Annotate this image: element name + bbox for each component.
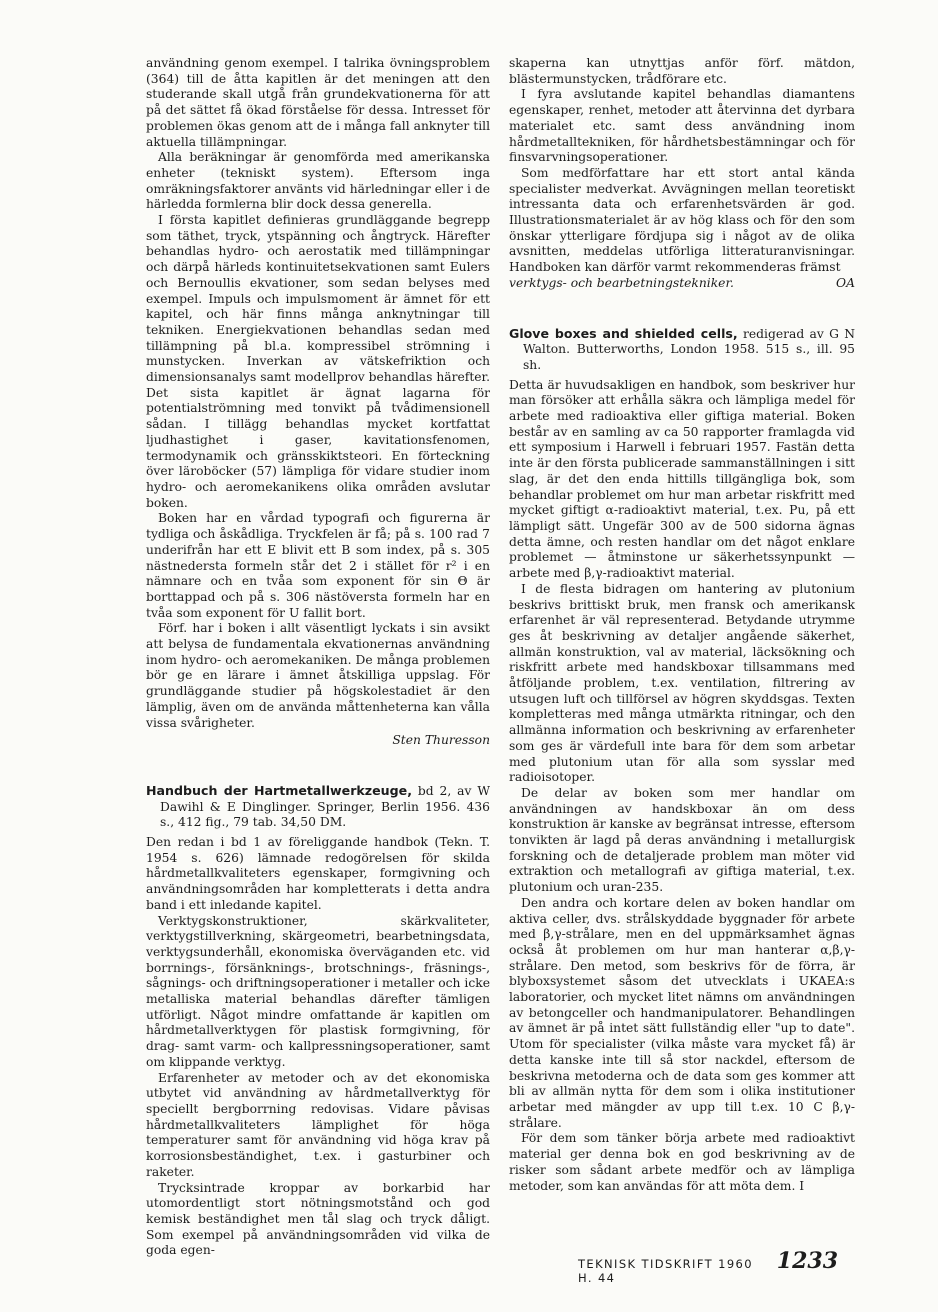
body-paragraph: Som medförfattare har ett stort antal kända specialister medverkat. Avvägningen mellan teoretiskt intressanta data och erfarenhetsvärden är god. Illustrationsmaterialet är av hög klass och för den som önskar ytterligare fördjupa sig i något av de olika avsnitten, meddelas utförliga litteraturanvisningar. Handboken kan därför varmt rekommenderas främst — [509, 165, 855, 275]
body-paragraph: Detta är huvudsakligen en handbok, som beskriver hur man försöker att erhålla säkra och lämpliga medel för arbete med radioaktiva eller giftiga material. Boken består av en samling av ca 50 rapporter framlagda vid ett symposium i Harwell i februari 1957. Fastän detta inte är den första publicerade sammanställningen i sitt slag, är det den enda hittills tillgängliga bok, som behandlar problemet om hur man arbetar riskfritt med mycket giftigt α-radioaktivt material, t.ex. Pu, på ett lämpligt sätt. Ungefär 300 av de 500 sidorna ägnas detta ämne, och resten handlar om det något enklare problemet — åtminstone ur säkerhetssynpunkt — arbete med β,γ-radioaktivt material. — [509, 377, 855, 581]
review-title: Handbuch der Hartmetallwerkzeuge, — [146, 782, 412, 798]
reviewer-signature: Sten Thuresson — [392, 733, 490, 748]
body-paragraph: De delar av boken som mer handlar om användningen av handskboxar än om dess konstruktion är kanske av begränsat intresse, eftersom tonvikten är lagd på deras användning i metallurgisk forskning och de detaljerade problem man möter vid extraktion och metallografi av giftiga material, t.ex. plutonium och uran-235. — [509, 785, 855, 895]
page-footer — [578, 1248, 838, 1285]
body-paragraph: Trycksintrade kroppar av borkarbid har utomordentligt stort nötningsmotstånd och god kemisk beständighet men tål slag och tryck dåligt. Som exempel på användningsområden vid vilka de goda egen- — [146, 1180, 490, 1258]
closing-line-with-signature — [509, 276, 855, 292]
body-paragraph: skaperna kan utnyttjas anför förf. mätdon, blästermunstycken, trådförare etc. — [509, 56, 855, 86]
body-paragraph: I de flesta bidragen om hantering av plutonium beskrivs brittiskt bruk, men fransk och amerikansk erfarenhet är väl representerad. Betydande utrymme ges åt beskrivning av detaljer angående säkerhet, allmän konstruktion, val av material, läcksökning och riskfritt arbete med handskboxar tillsammans med åtföljande problem, t.ex. ventilation, filtrering av utsugen luft och tillförsel av högren skyddsgas. Texten kompletteras med många utmärkta ritningar, och den allmänna information och beskrivning av erfarenheter som ges är värdefull inte bara för dem som arbetar med plutonium utan för alla som sysslar med radioisotoper. — [509, 581, 855, 785]
left-column — [146, 56, 490, 1259]
review-bibliographic-details: redigerad av G N Walton. Butterworths, London 1958. 515 s., ill. 95 sh. — [523, 326, 856, 372]
body-paragraph: Verktygskonstruktioner, skärkvaliteter, verktygstillverkning, skärgeometri, bearbetningsdata, verktygsunderhåll, ekonomiska överväganden etc. vid borrnings-, försänknings-, brotschnings-, fräsnings-, sågnings- och driftningsoperationer i metaller och icke metalliska material behandlas därefter tämligen utförligt. Något mindre omfattande är kapitlen om hårdmetallverktygen för plastisk formgivning, för drag- samt varm- och kallpressningsoperationer, samt om klippande verktyg. — [146, 913, 490, 1069]
review-bibliographic-details: bd 2, av W Dawihl & E Dinglinger. Springer, Berlin 1956. 436 s., 412 fig., 79 tab. 34,50 DM. — [160, 783, 490, 830]
review-heading — [509, 326, 855, 374]
body-paragraph: Den andra och kortare delen av boken handlar om aktiva celler, dvs. strålskyddade byggnader för arbete med β,γ-strålare, men en del uppmärksamhet ägnas också åt problemen om hur man hanterar α,β,γ-strålare. Den metod, som beskrivs för de förra, är blyboxsystemet såsom det utvecklats i UKAEA:s laboratorier, och mycket litet nämns om användningen av betongceller och handmanipulatorer. Behandlingen av ämnet är på intet sätt fullständig eller "up to date". Utom för specialister (vilka måste vara mycket få) är detta kanske inte till så stor nackdel, eftersom de beskrivna metoderna och de data som ges kommer att bli av allmän nytta för dem som i olika institutioner arbetar med mängder av upp till t.ex. 10 C β,γ-strålare. — [509, 895, 855, 1130]
body-paragraph: I första kapitlet definieras grundläggande begrepp som täthet, tryck, ytspänning och ångtryck. Härefter behandlas hydro- och aerostatik med tillämpningar och därpå härleds kontinuitetsekvationen samt Eulers och Bernoullis ekvationer, som sedan belyses med exempel. Impuls och impulsmoment är ämnet för ett kapitel, och här finns många anknytningar till tekniken. Energiekvationen behandlas sedan med tillämpning på bl.a. kompressibel strömning i munstycken. Inverkan av vätskefriktion och dimensionsanalys samt modellprov behandlas härefter. Det sista kapitlet är ägnat lagarna för potentialströmning med tonvikt på tvådimensionell sådan. I tillägg behandlas mycket kortfattat ljudhastighet i gaser, kavitationsfenomen, termodynamik och gränsskiktsteori. En förteckning över läroböcker (57) lämpliga för vidare studier inom hydro- och aeromekanikens olika områden avslutar boken. — [146, 213, 490, 510]
body-paragraph: Den redan i bd 1 av föreliggande handbok (Tekn. T. 1954 s. 626) lämnade redogörelsen för skilda hårdmetallkvaliteters egenskaper, formgivning och användningsområden har kompletterats i detta andra band i ett inledande kapitel. — [146, 835, 490, 912]
journal-issue: TEKNISK TIDSKRIFT 1960 H. 44 — [578, 1257, 753, 1285]
page-number: 1233 — [776, 1248, 838, 1274]
review-heading — [146, 783, 490, 831]
review-hartmetallwerkzeuge — [146, 783, 490, 1259]
body-paragraph: I fyra avslutande kapitel behandlas diamantens egenskaper, renhet, metoder att återvinna det dyrbara materialet etc. samt dess användning inom hårdmetalltekniken, för hårdhetsbestämningar och för finsvarvningsoperationer. — [509, 87, 855, 165]
reviewer-initials: OA — [836, 275, 855, 290]
body-paragraph: Boken har en vårdad typografi och figurerna är tydliga och åskådliga. Tryckfelen är få; på s. 100 rad 7 underifrån har ett E blivit ett B som index, på s. 305 nästnedersta formeln står det 2 i stället för r² i en nämnare och en tvåa som exponent för sin Θ är borttappad och på s. 306 nästöversta formeln har en tvåa som exponent för U fallit bort. — [146, 511, 490, 620]
right-column — [509, 56, 855, 1194]
body-paragraph: För dem som tänker börja arbete med radioaktivt material ger denna bok en god beskrivning av de risker som sådant arbete medför och av lämpliga metoder, som kan användas för att möta dem. I — [509, 1131, 855, 1193]
body-paragraph: Erfarenheter av metoder och av det ekonomiska utbytet vid användning av hårdmetallverktyg för speciellt bergborrning redovisas. Vidare påvisas hårdmetallkvaliteters lämplighet för höga temperaturer samt för användning vid höga krav på korrosionsbeständighet, t.ex. i gasturbiner och raketer. — [146, 1070, 490, 1179]
body-paragraph: användning genom exempel. I talrika övningsproblem (364) till de åtta kapitlen är det meningen att den studerande skall utgå från grundekvationerna för att på det sättet få ökad förståelse för dessa. Intresset för problemen ökas genom att de i många fall anknyter till aktuella tillämpningar. — [146, 56, 490, 149]
review-glove-boxes — [509, 326, 855, 1195]
closing-last-line: verktygs- och bearbetningstekniker. — [509, 275, 734, 290]
body-paragraph: Alla beräkningar är genomförda med amerikanska enheter (tekniskt system). Eftersom inga omräkningsfaktorer använts vid härledningar eller i de härledda formlerna blir dock dessa generella. — [146, 150, 490, 212]
review-title: Glove boxes and shielded cells, — [509, 325, 738, 341]
body-paragraph: Förf. har i boken i allt väsentligt lyckats i sin avsikt att belysa de fundamentala ekvationernas användning inom hydro- och aeromekaniken. De många problemen bör ge en lärare i ämnet åtskilliga uppslag. För grundläggande studier på högskolestadiet är den lämplig, även om de använda måttenheterna kan vålla vissa svårigheter. — [146, 621, 490, 730]
